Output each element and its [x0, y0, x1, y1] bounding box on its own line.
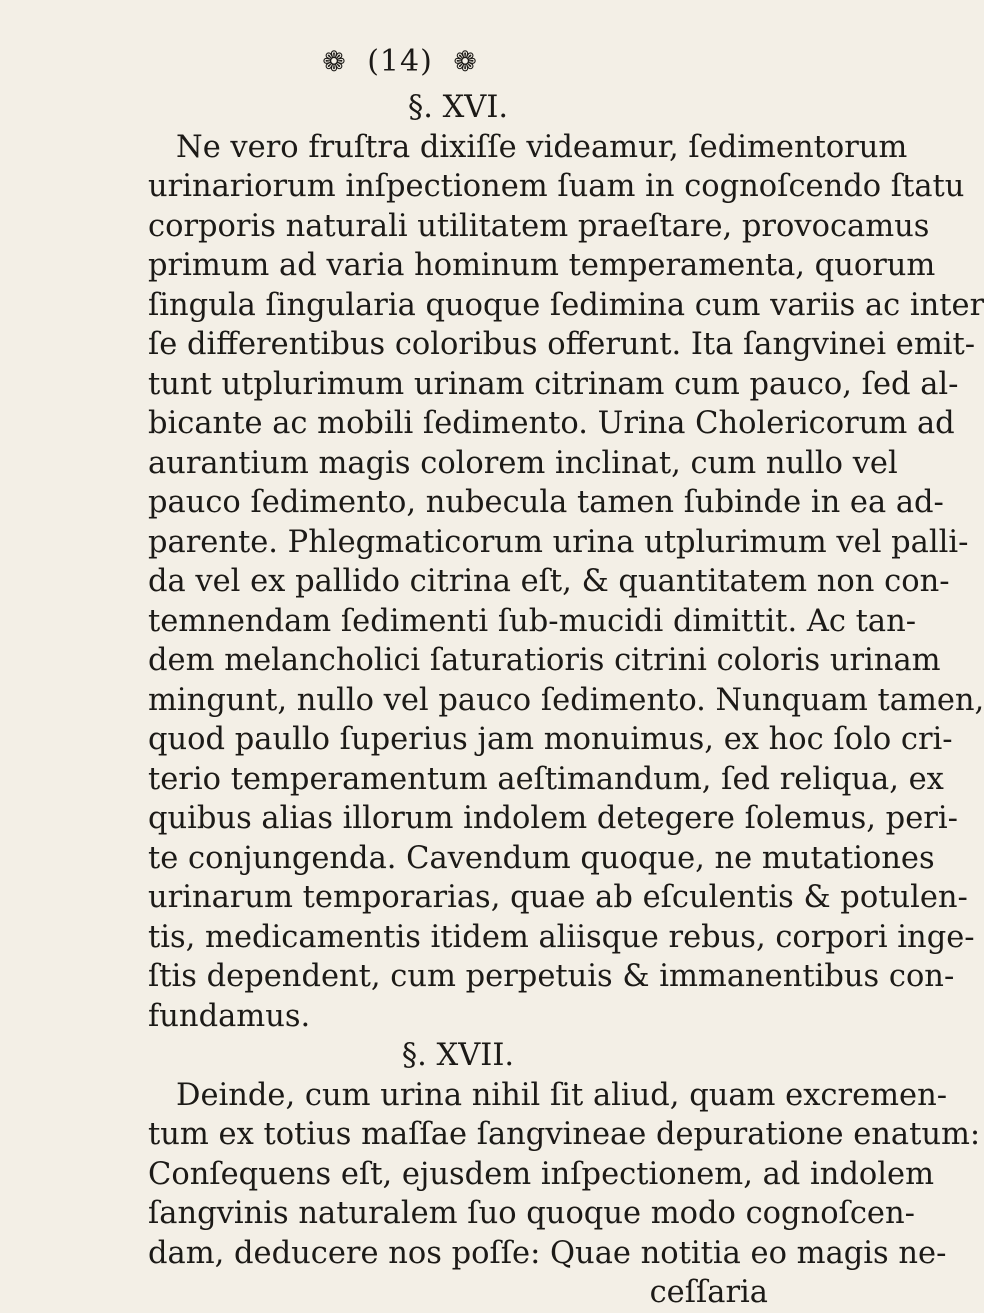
text-line: tunt utplurimum urinam citrinam cum pauco, ſed al-	[148, 366, 959, 402]
section-heading: §. XVII.	[401, 1038, 515, 1073]
text-line: ſe differentibus coloribus offerunt. Ita ſangvinei emit-	[148, 327, 976, 362]
text-line: bicante ac mobili ſedimento. Urina Cholericorum ad	[148, 406, 955, 441]
text-line: tum ex totius maſſae ſangvineae depuratione enatum:	[148, 1117, 981, 1152]
text-line: parente. Phlegmaticorum urina utplurimum vel palli-	[148, 524, 969, 560]
text-line: fundamus.	[148, 998, 311, 1034]
text-line: corporis naturali utilitatem praeſtare, provocamus	[148, 208, 930, 244]
text-line: te conjungenda. Cavendum quoque, ne mutationes	[148, 840, 935, 876]
catchword: ceſſaria	[649, 1275, 768, 1310]
text-line: Ne vero fruſtra dixiſſe videamur, ſedimentorum	[176, 129, 908, 165]
section-heading: §. XVI.	[407, 90, 509, 125]
text-line: Conſequens eſt, ejusdem inſpectionem, ad indolem	[148, 1156, 935, 1192]
text-line: quibus alias illorum indolem detegere ſolemus, peri-	[148, 801, 958, 836]
text-line: ſtis dependent, cum perpetuis & immanentibus con-	[148, 959, 955, 994]
page-header	[0, 44, 800, 79]
text-line: quod paullo ſuperius jam monuimus, ex hoc ſolo cri-	[148, 722, 953, 757]
ornament-left-icon: ❁	[322, 45, 347, 78]
text-line: Deinde, cum urina nihil ſit aliud, quam excremen-	[176, 1077, 948, 1113]
text-line: ſangvinis naturalem ſuo quoque modo cognoſcen-	[148, 1196, 915, 1231]
text-line: urinarum temporarias, quae ab eſculentis & potulen-	[148, 880, 968, 915]
ornament-right-icon: ❁	[453, 45, 478, 78]
text-line: pauco ſedimento, nubecula tamen ſubinde in ea ad-	[148, 485, 944, 520]
text-line: da vel ex pallido citrina eſt, & quantitatem non con-	[148, 564, 950, 599]
text-line: mingunt, nullo vel pauco ſedimento. Nunquam tamen,	[148, 682, 984, 718]
text-line: dem melancholici ſaturatioris citrini coloris urinam	[148, 643, 941, 678]
text-line: urinariorum inſpectionem ſuam in cognoſcendo ſtatu	[148, 169, 965, 204]
text-line: tis, medicamentis itidem aliisque rebus, corpori inge-	[148, 919, 975, 955]
text-line: dam, deducere nos poſſe: Quae notitia eo magis ne-	[148, 1235, 947, 1271]
text-line: primum ad varia hominum temperamenta, quorum	[148, 248, 936, 283]
text-line: temnendam ſedimenti ſub-mucidi dimittit. Ac tan-	[148, 603, 917, 639]
text-line: ſingula ſingularia quoque ſedimina cum variis ac inter	[148, 287, 984, 323]
text-line: aurantium magis colorem inclinat, cum nullo vel	[148, 445, 898, 481]
text-line: terio temperamentum aeſtimandum, ſed reliqua, ex	[148, 761, 944, 797]
page-number: (14)	[367, 44, 433, 79]
